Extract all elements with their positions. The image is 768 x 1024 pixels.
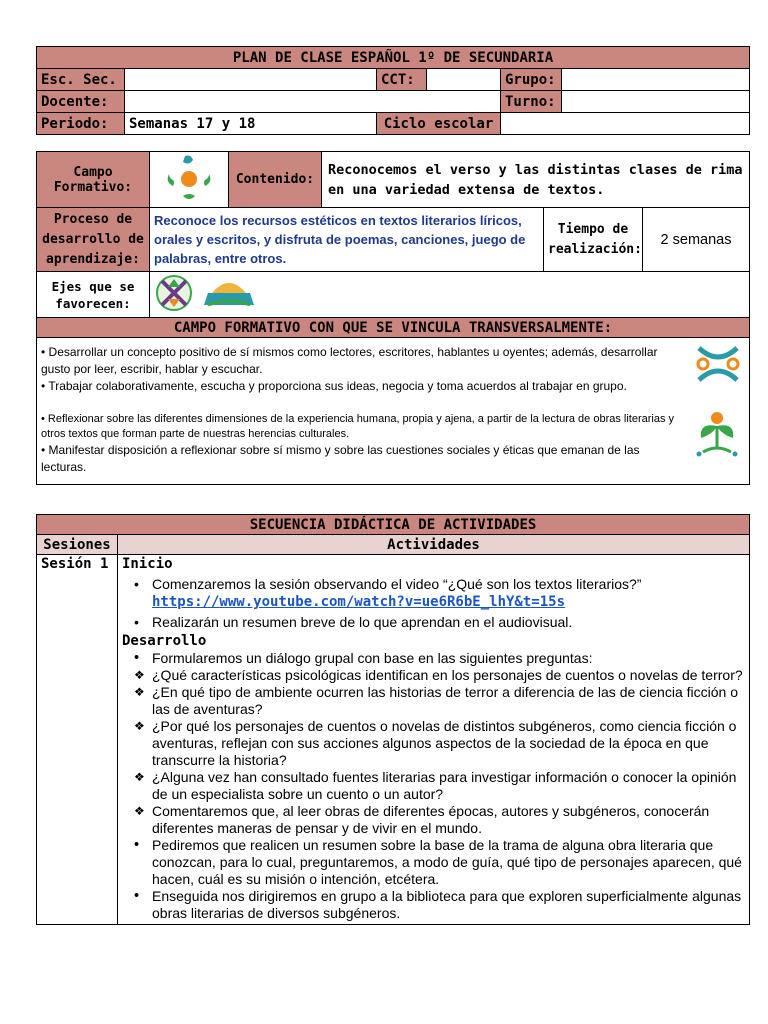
desarrollo-item: [126, 718, 745, 769]
transversal-item: • Trabajar colaborativamente, escucha y proporciona sus ideas, negocia y toma acuerdos al trabajar en grupo.: [41, 379, 627, 393]
ejes-icons-graphic: [154, 273, 264, 313]
transversal-item: • Desarrollar un concepto positivo de sí mismos como lectores, escritores, hablantes u oyentes; además, desarrollar gusto por leer, escribir, hablar y escuchar.: [41, 345, 658, 376]
campo-formativo-logo: [150, 152, 229, 208]
tiempo-label: Tiempo de realización:: [544, 208, 643, 272]
header-table: [36, 46, 750, 135]
periodo-label: Periodo:: [37, 113, 125, 135]
cct-label: CCT:: [377, 69, 427, 91]
humano-icon: [693, 408, 741, 458]
desarrollo-item: [126, 667, 745, 684]
esc-sec-label: Esc. Sec.: [37, 69, 125, 91]
bullet-icon: •: [134, 837, 140, 853]
pda-label: Proceso de desarrollo de aprendizaje:: [37, 208, 150, 272]
transversal-block-2: [41, 412, 681, 476]
transversal-item: • Manifestar disposición a reflexionar sobre sí mismo y sobre las cuestiones sociales y éticas que emanan de las lecturas.: [41, 443, 640, 474]
session-1-activities: [118, 555, 750, 925]
session-1-label: Sesión 1: [37, 555, 118, 925]
grupo-label: Grupo:: [501, 69, 562, 91]
transversal-title: CAMPO FORMATIVO CON QUE SE VINCULA TRANSVERSALMENTE:: [37, 318, 750, 338]
ejes-label: Ejes que se favorecen:: [37, 272, 150, 318]
cct-field[interactable]: [427, 69, 501, 91]
desarrollo-list: [122, 650, 745, 922]
desarrollo-item: [126, 803, 745, 837]
diamond-bullet-icon: ❖: [134, 770, 145, 784]
desarrollo-item: [126, 769, 745, 803]
campo-table: [36, 151, 750, 485]
desarrollo-item: [126, 650, 745, 667]
inicio-list: [122, 576, 745, 631]
contenido-label: Contenido:: [229, 152, 322, 208]
bullet-icon: •: [134, 650, 140, 666]
grupo-field[interactable]: [562, 69, 750, 91]
bullet-icon: •: [134, 888, 140, 904]
diamond-bullet-icon: ❖: [134, 668, 145, 682]
inicio-item-1: Comenzaremos la sesión observando el video “¿Qué son los textos literarios?”: [152, 576, 642, 592]
desarrollo-heading: Desarrollo: [122, 633, 207, 649]
contenido-value: Reconocemos el verso y las distintas clases de rima en una variedad extensa de textos.: [322, 152, 750, 208]
inicio-item-2: Realizarán un resumen breve de lo que aprendan en el audiovisual.: [152, 614, 573, 630]
pda-value: Reconoce los recursos estéticos en textos literarios líricos, orales y escritos, y disfruta de poemas, canciones, juego de palabras, entre otros.: [150, 208, 544, 272]
turno-label: Turno:: [501, 91, 562, 113]
desarrollo-item-text: ¿Alguna vez han consultado fuentes literarias para investigar información o conocer la opinión de un especialista sobre un cuento o un autor?: [152, 769, 737, 802]
transversal-item: • Reflexionar sobre las diferentes dimensiones de la experiencia humana, propia y ajena, a partir de la lectura de obras literarias y otros textos que forman parte de nuestras herencias culturales.: [41, 413, 675, 440]
inicio-heading: Inicio: [122, 556, 173, 572]
video-link[interactable]: https://www.youtube.com/watch?v=ue6R6bE_lhY&t=15s: [152, 594, 566, 610]
list-item: • Realizarán un resumen breve de lo que aprendan en el audiovisual.: [134, 614, 573, 630]
turno-field[interactable]: [562, 91, 750, 113]
campo-formativo-label: Campo Formativo:: [37, 152, 150, 208]
list-item: • Comenzaremos la sesión observando el video “¿Qué son los textos literarios?” https://www.youtube.com/watch?v=ue6R6bE_lhY&t=15s: [134, 576, 642, 610]
desarrollo-item-text: ¿Qué características psicológicas identifican en los personajes de cuentos o novelas de terror?: [152, 667, 743, 683]
docente-label: Docente:: [37, 91, 125, 113]
tiempo-value: 2 semanas: [643, 208, 750, 272]
diamond-bullet-icon: ❖: [134, 685, 145, 699]
etica-icon: [693, 342, 743, 386]
esc-sec-field[interactable]: [125, 69, 377, 91]
desarrollo-item: [126, 684, 745, 718]
transversal-content: [37, 338, 750, 485]
sesiones-header: Sesiones: [37, 535, 118, 555]
diamond-bullet-icon: ❖: [134, 804, 145, 818]
secuencia-table: [36, 514, 750, 925]
inclusion-icon: [157, 276, 191, 310]
lectura-icon: [204, 283, 254, 305]
secuencia-title: SECUENCIA DIDÁCTICA DE ACTIVIDADES: [37, 515, 750, 535]
ejes-icons: [150, 272, 750, 318]
plan-title: PLAN DE CLASE ESPAÑOL 1º DE SECUNDARIA: [37, 47, 750, 69]
docente-field[interactable]: [125, 91, 501, 113]
desarrollo-item-text: Enseguida nos dirigiremos en grupo a la biblioteca para que exploren superficialmente algunas obras literarias de diversos subgéneros.: [152, 888, 742, 921]
desarrollo-item: [126, 837, 745, 888]
desarrollo-item: [126, 888, 745, 922]
ciclo-label: Ciclo escolar: [377, 113, 501, 135]
ciclo-field[interactable]: [501, 113, 750, 135]
diamond-bullet-icon: ❖: [134, 719, 145, 733]
desarrollo-item-text: Comentaremos que, al leer obras de diferentes épocas, autores y subgéneros, conocerán diferentes maneras de pensar y de vivir en el mundo.: [152, 803, 710, 836]
desarrollo-item-text: Formularemos un diálogo grupal con base en las siguientes preguntas:: [152, 650, 593, 666]
actividades-header: Actividades: [118, 535, 750, 555]
desarrollo-item-text: ¿Por qué los personajes de cuentos o novelas de distintos subgéneros, como ciencia ficción o aventuras, reflejan con sus acciones algunos aspectos de la sociedad de la época en que transcurre la historia?: [152, 718, 737, 768]
desarrollo-item-text: Pediremos que realicen un resumen sobre la base de la trama de alguna obra literaria que conozcan, para lo cual, preguntaremos, a modo de guía, qué tipo de personajes aparecen, qué hacen, cuál es su misión o intención, etcétera.: [152, 837, 742, 887]
periodo-field[interactable]: Semanas 17 y 18: [125, 113, 377, 135]
transversal-block-1: [41, 344, 681, 395]
desarrollo-item-text: ¿En qué tipo de ambiente ocurren las historias de terror a diferencia de las de ciencia ficción o las de aventuras?: [152, 684, 738, 717]
lenguajes-icon: [161, 152, 217, 204]
